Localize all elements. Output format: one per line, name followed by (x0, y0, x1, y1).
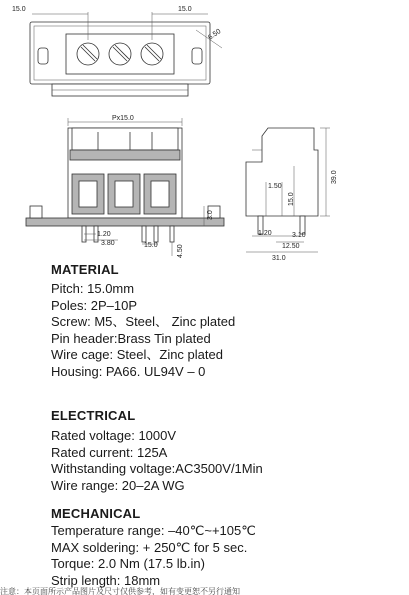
dim-side-31-0: 31.0 (272, 255, 286, 262)
dim-front-pitch: Px15.0 (112, 115, 134, 122)
mechanical-line: Torque: 2.0 Nm (17.5 lb.in) (51, 556, 205, 571)
mechanical-line: Temperature range: –40℃~+105℃ (51, 523, 256, 538)
dim-front-pin1: 1.20 (97, 231, 111, 238)
mechanical-line: Strip length: 18mm (51, 572, 161, 588)
dim-front-pin3: 15.0 (144, 242, 158, 249)
dim-side-3-10: 3.10 (292, 232, 306, 239)
material-line: Poles: 2P–10P (51, 297, 138, 313)
dim-side-15-0: 15.0 (288, 192, 295, 206)
top-view-drawing (12, 6, 222, 96)
electrical-line: Rated current: 125A (51, 444, 168, 460)
dim-side-1-50: 1.50 (268, 183, 282, 190)
mechanical-line: MAX soldering: + 250℃ for 5 sec. (51, 539, 248, 555)
footer-note: 注意：本页面所示产品图片及尺寸仅供参考，如有变更恕不另行通知 (0, 587, 240, 595)
dim-front-pin2: 3.80 (101, 240, 115, 247)
electrical-list (51, 428, 263, 494)
dim-side-12-50: 12.50 (282, 243, 300, 250)
dim-front-height: 3.0 (207, 210, 214, 220)
mechanical-heading: MECHANICAL (51, 506, 141, 521)
electrical-line: Rated voltage: 1000V (51, 428, 177, 443)
dim-side-1-20: 1.20 (258, 230, 272, 237)
material-line: Housing: PA66. UL94V – 0 (51, 363, 206, 379)
material-line: Pin header:Brass Tin plated (51, 330, 211, 346)
dim-top-pitch-right: 15.0 (178, 6, 192, 13)
material-line: Wire cage: Steel、Zinc plated (51, 347, 223, 362)
dim-side-39-0: 39.0 (331, 170, 338, 184)
side-view-drawing (246, 128, 338, 262)
electrical-line: Wire range: 20–2A WG (51, 477, 185, 493)
material-line: Pitch: 15.0mm (51, 281, 135, 296)
electrical-heading: ELECTRICAL (51, 408, 136, 423)
dim-top-angle: 6.50 (207, 28, 223, 42)
material-list (51, 281, 235, 380)
front-view-drawing (26, 115, 224, 258)
dim-front-pin-len: 4.50 (177, 244, 184, 258)
technical-drawings (0, 0, 409, 262)
electrical-line: Withstanding voltage:AC3500V/1Min (51, 461, 263, 476)
dim-top-pitch-left: 15.0 (12, 6, 26, 13)
mechanical-list (51, 523, 256, 589)
material-heading: MATERIAL (51, 262, 119, 277)
material-line: Screw: M5、Steel、 Zinc plated (51, 314, 236, 329)
